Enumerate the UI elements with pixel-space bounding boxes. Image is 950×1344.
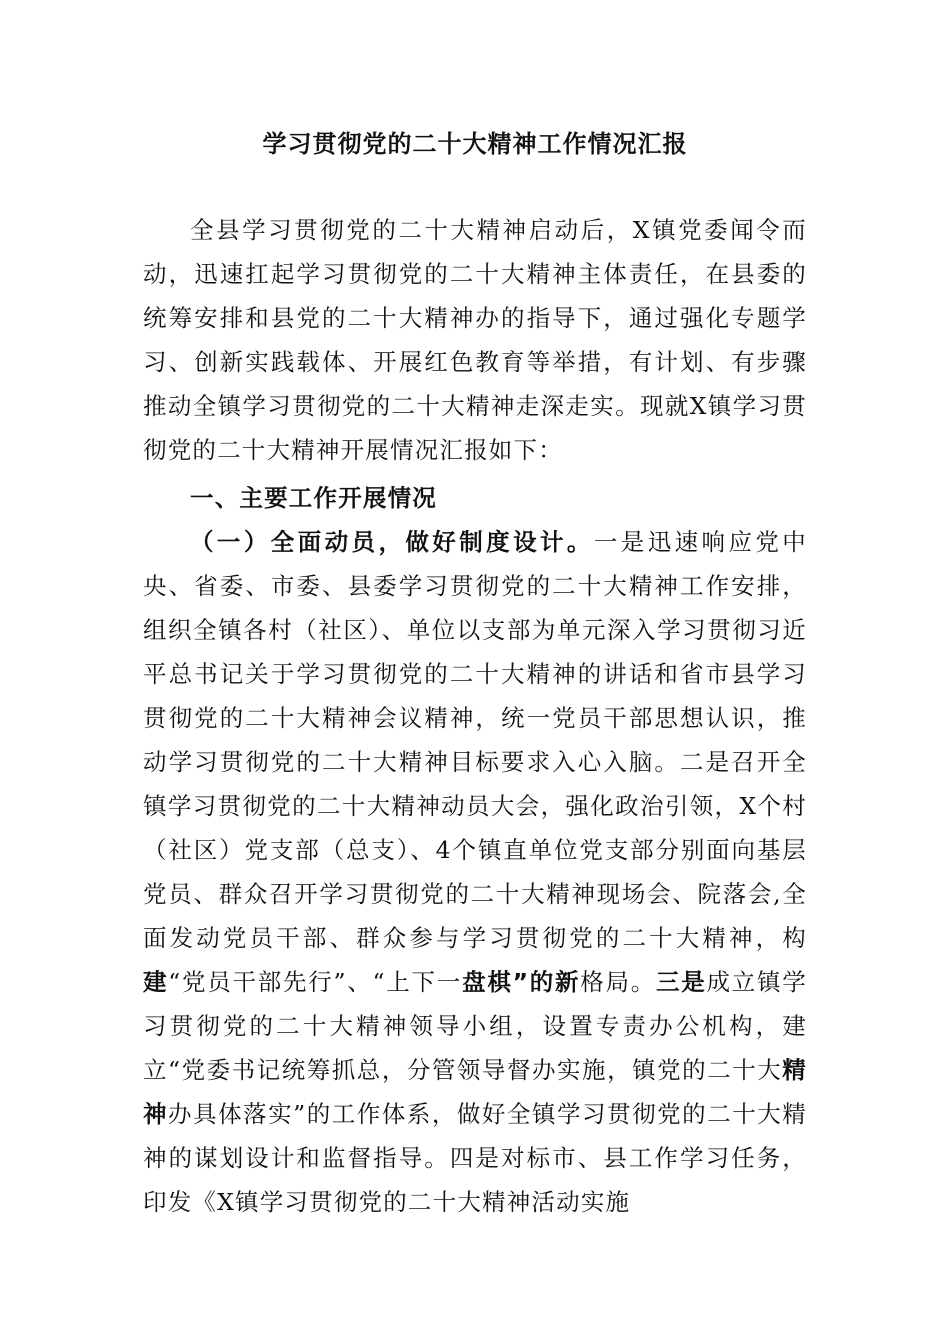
paragraph-1-bold-4: 精神: [143, 1056, 807, 1128]
paragraph-1-text-4: 成立镇学习贯彻党的二十大精神领导小组，设置专责办公机构，建立“党委书记统筹抓总，分管领导督办实施，镇党的二十大: [143, 968, 807, 1084]
paragraph-1-bold-1: 建: [143, 968, 169, 996]
paragraph-1-text-5: 办具体落实”的工作体系，做好全镇学习贯彻党的二十大精神的谋划设计和监督指导。四是对标市、县工作学习任务，印发《X镇学习贯彻党的二十大精神活动实施: [143, 1100, 807, 1216]
document-title: 学习贯彻党的二十大精神工作情况汇报: [262, 130, 688, 158]
paragraph-1-bold-3: 三是: [656, 968, 707, 996]
paragraph-1-lead: （一）全面动员，做好制度设计。: [190, 528, 594, 556]
intro-paragraph: 全县学习贯彻党的二十大精神启动后，X镇党委闻令而动，迅速扛起学习贯彻党的二十大精神主体责任，在县委的统筹安排和县党的二十大精神办的指导下，通过强化专题学习、创新实践载体、开展红色教育等举措，有计划、有步骤推动全镇学习贯彻党的二十大精神走深走实。现就X镇学习贯彻党的二十大精神开展情况汇报如下：: [143, 216, 807, 464]
paragraph-1: [143, 520, 807, 1224]
section-heading-1: 一、主要工作开展情况: [190, 484, 437, 512]
paragraph-1-text-2: “党员干部先行”、“上下一: [168, 968, 463, 996]
paragraph-1-bold-2: 盘棋”的新: [462, 968, 581, 996]
paragraph-1-text-3: 格局。: [580, 968, 657, 996]
paragraph-1-text-1: 一是迅速响应党中央、省委、市委、县委学习贯彻党的二十大精神工作安排，组织全镇各村（社区）、单位以支部为单元深入学习贯彻习近平总书记关于学习贯彻党的二十大精神的讲话和省市县学习贯彻党的二十大精神会议精神，统一党员干部思想认识，推动学习贯彻党的二十大精神目标要求入心入脑。二是召开全镇学习贯彻党的二十大精神动员大会，强化政治引领，X个村（社区）党支部（总支）、4个镇直单位党支部分别面向基层党员、群众召开学习贯彻党的二十大精神现场会、院落会,全面发动党员干部、群众参与学习贯彻党的二十大精神，构: [143, 528, 807, 952]
document-body: [143, 208, 807, 1224]
